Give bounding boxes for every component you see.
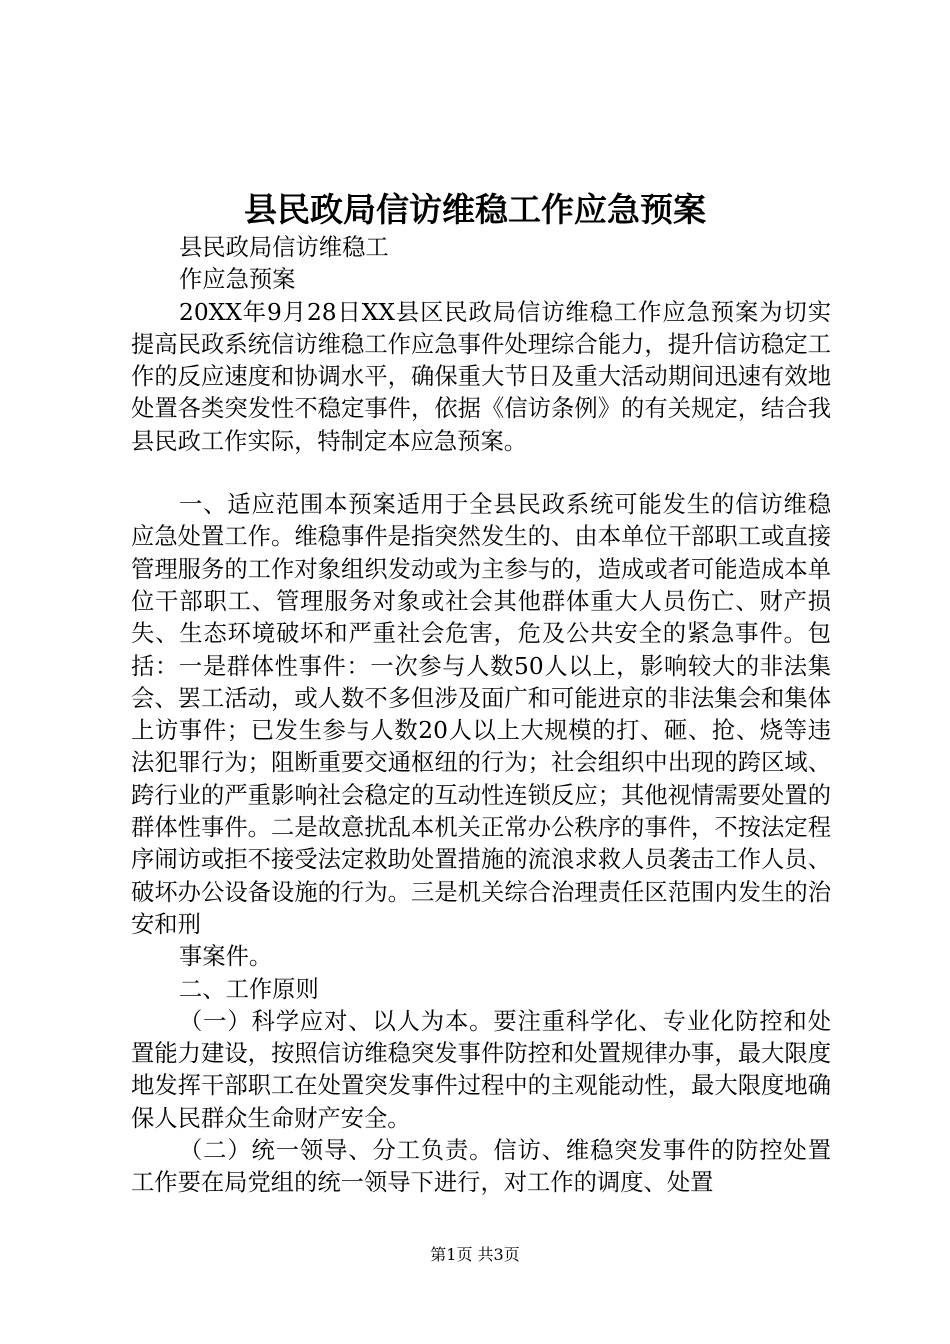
- subtitle-line-1: 县民政局信访维稳工: [179, 234, 389, 261]
- subtitle-line-2: 作应急预案: [179, 266, 296, 294]
- principle-2-paragraph: （二）统一领导、分工负责。信访、维稳突发事件的防控处置工作要在局党组的统一领导下进行，对工作的调度、处置: [131, 1137, 831, 1197]
- section-scope-paragraph: 一、适应范围本预案适用于全县民政系统可能发生的信访维稳应急处置工作。维稳事件是指突然发生的、由本单位干部职工或直接管理服务的工作对象组织发动或为主参与的，造成或者可能造成本单位干部职工、管理服务对象或社会其他群体重大人员伤亡、财产损失、生态环境破坏和严重社会危害，危及公共安全的紧急事件。包括：一是群体性事件：一次参与人数50人以上，影响较大的非法集会、罢工活动，或人数不多但涉及面广和可能进京的非法集会和集体上访事件；已发生参与人数20人以上大规模的打、砸、抢、烧等违法犯罪行为；阻断重要交通枢纽的行为；社会组织中出现的跨区域、跨行业的严重影响社会稳定的互动性连锁反应；其他视情需要处置的群体性事件。二是故意扰乱本机关正常办公秩序的事件，不按法定程序闹访或拒不接受法定救助处置措施的流浪求救人员袭击工作人员、破坏办公设备设施的行为。三是机关综合治理责任区范围内发生的治安和刑: [131, 491, 831, 938]
- document-title: 县民政局信访维稳工作应急预案: [244, 190, 706, 229]
- document-body: [131, 232, 831, 1200]
- section-principles-heading: 二、工作原则: [179, 975, 319, 1003]
- page-number-footer: 第1页 共3页: [430, 1245, 520, 1264]
- section-scope-continuation: 事案件。: [179, 943, 273, 971]
- principle-1-paragraph: （一）科学应对、以人为本。要注重科学化、专业化防控和处置能力建设，按照信访维稳突发事件防控和处置规律办事，最大限度地发挥干部职工在处置突发事件过程中的主观能动性，最大限度地确保人民群众生命财产安全。: [131, 1007, 831, 1132]
- intro-paragraph: 20XX年9月28日XX县区民政局信访维稳工作应急预案为切实提高民政系统信访维稳工作应急事件处理综合能力，提升信访稳定工作的反应速度和协调水平，确保重大节日及重大活动期间迅速有效地处置各类突发性不稳定事件，依据《信访条例》的有关规定，结合我县民政工作实际，特制定本应急预案。: [131, 298, 831, 455]
